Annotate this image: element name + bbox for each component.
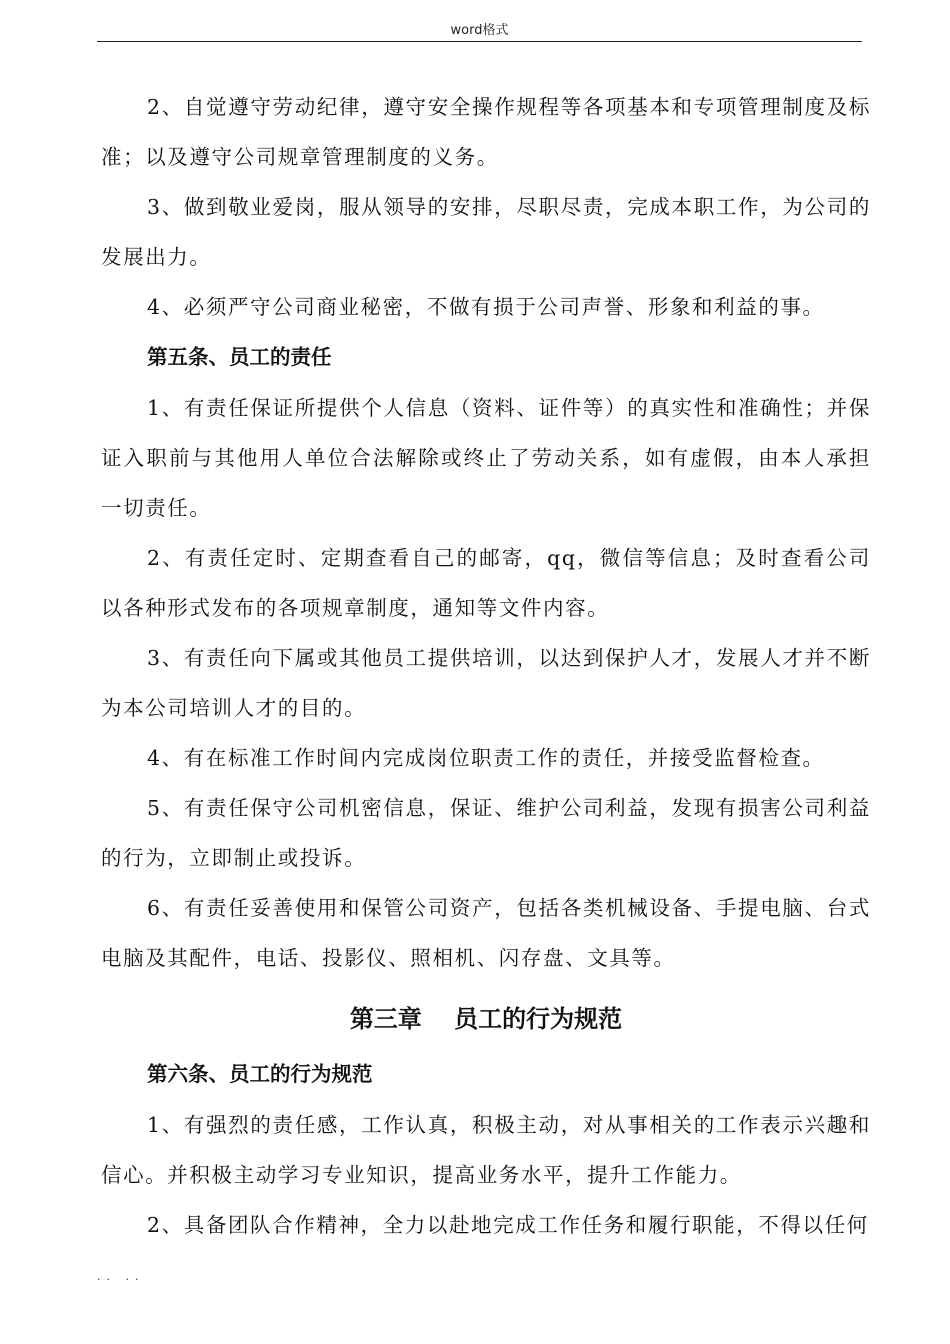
paragraph: 6、有责任妥善使用和保管公司资产，包括各类机械设备、手提电脑、台式电脑及其配件，电话、投影仪、照相机、闪存盘、文具等。 — [101, 896, 871, 970]
paragraph: 2、自觉遵守劳动纪律，遵守安全操作规程等各项基本和专项管理制度及标准；以及遵守公司规章管理制度的义务。 — [101, 95, 871, 169]
paragraph: 4、有在标准工作时间内完成岗位职责工作的责任，并接受监督检查。 — [147, 746, 825, 770]
paragraph: 1、有责任保证所提供个人信息（资料、证件等）的真实性和准确性；并保证入职前与其他用人单位合法解除或终止了劳动关系，如有虚假，由本人承担一切责任。 — [101, 396, 871, 520]
paragraph: 4、必须严守公司商业秘密，不做有损于公司声誉、形象和利益的事。 — [147, 295, 825, 319]
paragraph: 3、有责任向下属或其他员工提供培训，以达到保护人才，发展人才并不断为本公司培训人才的目的。 — [101, 646, 871, 720]
paragraph: 2、有责任定时、定期查看自己的邮寄，qq，微信等信息；及时查看公司以各种形式发布的各项规章制度，通知等文件内容。 — [101, 546, 871, 620]
page-header: word格式 — [97, 20, 862, 42]
paragraph: 2、具备团队合作精神，全力以赴地完成工作任务和履行职能，不得以任何 — [147, 1213, 869, 1237]
paragraph: 1、有强烈的责任感，工作认真，积极主动，对从事相关的工作表示兴趣和信心。并积极主动学习专业知识，提高业务水平，提升工作能力。 — [101, 1113, 871, 1187]
paragraph: 3、做到敬业爱岗，服从领导的安排，尽职尽责，完成本职工作，为公司的发展出力。 — [101, 195, 871, 269]
article-6-heading: 第六条、员工的行为规范 — [147, 1062, 373, 1086]
article-5-heading: 第五条、员工的责任 — [147, 345, 332, 369]
chapter-3-heading: 第三章 员工的行为规范 — [349, 1005, 623, 1033]
document-body — [101, 82, 871, 1250]
paragraph: 5、有责任保守公司机密信息，保证、维护公司利益，发现有损害公司利益的行为，立即制止或投诉。 — [101, 796, 871, 870]
page-footer: .. .. — [97, 1270, 145, 1283]
